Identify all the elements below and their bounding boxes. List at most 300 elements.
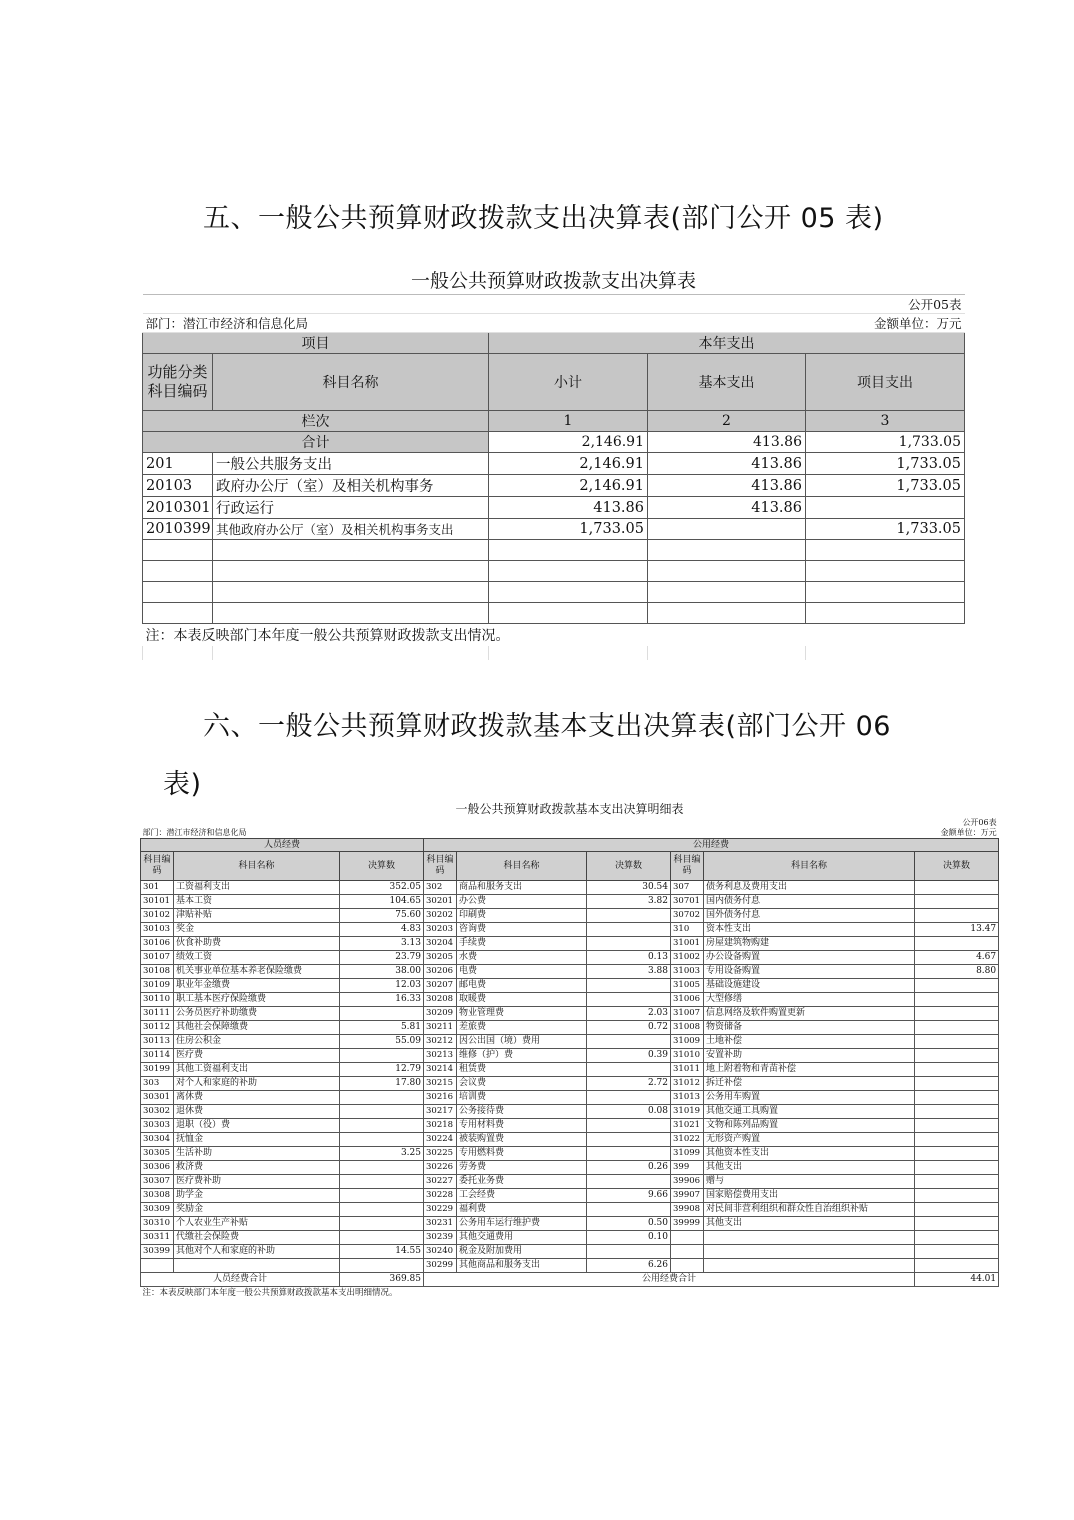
- table-row: [141, 993, 999, 1007]
- row-subtotal: 2,146.91: [489, 475, 648, 497]
- cell-amount: 0.39: [587, 1049, 671, 1063]
- cell-amount: [340, 1119, 424, 1133]
- header-amount: 决算数: [915, 852, 999, 881]
- cell-name: 津贴补贴: [174, 909, 340, 923]
- cell-name: 因公出国（境）费用: [457, 1035, 587, 1049]
- table-06-note: 注：本表反映部门本年度一般公共预算财政拨款基本支出明细情况。: [142, 1288, 398, 1298]
- table-06: [140, 800, 1000, 1300]
- cell-amount: 55.09: [340, 1035, 424, 1049]
- table-05-total-basic: 413.86: [648, 432, 806, 453]
- cell-name: 基础设施建设: [704, 979, 915, 993]
- cell-name: 机关事业单位基本养老保险缴费: [174, 965, 340, 979]
- cell-amount: 0.26: [587, 1161, 671, 1175]
- table-06-body: [141, 881, 999, 1273]
- cell-name: 公务员医疗补助缴费: [174, 1007, 340, 1021]
- table-row: [141, 1161, 999, 1175]
- cell-code: 30211: [424, 1021, 457, 1035]
- cell-code: 30299: [424, 1259, 457, 1273]
- row-project: 1,733.05: [806, 453, 965, 475]
- cell-code: 31099: [671, 1147, 704, 1161]
- header-amount: 决算数: [340, 852, 424, 881]
- table-row-empty: [143, 540, 965, 561]
- cell-amount: [587, 909, 671, 923]
- cell-code: 30302: [141, 1105, 174, 1119]
- table-row: [141, 1049, 999, 1063]
- personnel-total-label: 人员经费合计: [141, 1273, 340, 1287]
- cell-amount: 3.82: [587, 895, 671, 909]
- cell-code: 31008: [671, 1021, 704, 1035]
- table-row: [141, 965, 999, 979]
- cell-amount: [915, 993, 999, 1007]
- cell-name: 退职（役）费: [174, 1119, 340, 1133]
- public-total-value: 44.01: [915, 1273, 999, 1287]
- cell-name: 劳务费: [457, 1161, 587, 1175]
- header-code: 科目编码: [671, 852, 704, 881]
- cell-amount: [915, 1217, 999, 1231]
- row-code: 201: [143, 453, 213, 475]
- cell-name: [704, 1231, 915, 1245]
- cell-code: 39999: [671, 1217, 704, 1231]
- cell-amount: [915, 1231, 999, 1245]
- header-code: 科目编码: [424, 852, 457, 881]
- cell-name: [704, 1259, 915, 1273]
- cell-code: 30202: [424, 909, 457, 923]
- cell-code: 399: [671, 1161, 704, 1175]
- cell-name: 印刷费: [457, 909, 587, 923]
- public-total-label: 公用经费合计: [424, 1273, 915, 1287]
- cell-code: 30213: [424, 1049, 457, 1063]
- cell-name: 租赁费: [457, 1063, 587, 1077]
- cell-amount: [340, 1105, 424, 1119]
- cell-name: 医疗费补助: [174, 1175, 340, 1189]
- cell-amount: [915, 881, 999, 895]
- table-row: [141, 979, 999, 993]
- header-name: 科目名称: [457, 852, 587, 881]
- table-row: [141, 1203, 999, 1217]
- row-subtotal: 413.86: [489, 497, 648, 519]
- cell-name: 邮电费: [457, 979, 587, 993]
- table-row: [141, 1231, 999, 1245]
- table-05-lanci-2: 2: [648, 411, 806, 432]
- cell-name: 会议费: [457, 1077, 587, 1091]
- cell-amount: 4.83: [340, 923, 424, 937]
- table-row: [143, 497, 965, 519]
- cell-name: 差旅费: [457, 1021, 587, 1035]
- table-row: [141, 1077, 999, 1091]
- cell-code: 30311: [141, 1231, 174, 1245]
- table-row: [141, 951, 999, 965]
- row-name: 政府办公厅（室）及相关机构事务: [213, 475, 489, 497]
- cell-name: 国外债务付息: [704, 909, 915, 923]
- cell-code: 30231: [424, 1217, 457, 1231]
- cell-amount: [915, 1007, 999, 1021]
- row-name: 一般公共服务支出: [213, 453, 489, 475]
- table-05-total-project: 1,733.05: [806, 432, 965, 453]
- cell-amount: [915, 1035, 999, 1049]
- cell-code: 307: [671, 881, 704, 895]
- cell-code: 30206: [424, 965, 457, 979]
- cell-amount: 0.72: [587, 1021, 671, 1035]
- row-code: 2010399: [143, 519, 213, 540]
- cell-name: 电费: [457, 965, 587, 979]
- cell-amount: [915, 1063, 999, 1077]
- cell-amount: 352.05: [340, 881, 424, 895]
- row-code: 2010301: [143, 497, 213, 519]
- cell-amount: 0.08: [587, 1105, 671, 1119]
- header-name: 科目名称: [174, 852, 340, 881]
- row-subtotal: 1,733.05: [489, 519, 648, 540]
- table-row: [141, 937, 999, 951]
- row-project: [806, 497, 965, 519]
- table-row: [141, 909, 999, 923]
- cell-amount: 2.03: [587, 1007, 671, 1021]
- cell-name: 其他支出: [704, 1217, 915, 1231]
- cell-amount: [587, 993, 671, 1007]
- cell-amount: [587, 923, 671, 937]
- cell-code: 31009: [671, 1035, 704, 1049]
- cell-code: [671, 1245, 704, 1259]
- cell-amount: [587, 1245, 671, 1259]
- table-05-col-code: 功能分类科目编码: [143, 354, 213, 411]
- cell-name: 其他交通费用: [457, 1231, 587, 1245]
- table-row: [141, 1133, 999, 1147]
- cell-name: 办公设备购置: [704, 951, 915, 965]
- table-row: [143, 475, 965, 497]
- cell-amount: [915, 1049, 999, 1063]
- cell-amount: [340, 1231, 424, 1245]
- cell-name: 大型修缮: [704, 993, 915, 1007]
- cell-code: 30107: [141, 951, 174, 965]
- table-05-col-basic: 基本支出: [648, 354, 806, 411]
- cell-amount: [915, 1245, 999, 1259]
- cell-name: 安置补助: [704, 1049, 915, 1063]
- cell-amount: [340, 1091, 424, 1105]
- cell-code: 30201: [424, 895, 457, 909]
- cell-code: 30226: [424, 1161, 457, 1175]
- row-basic: 413.86: [648, 497, 806, 519]
- cell-amount: [915, 1147, 999, 1161]
- cell-amount: [915, 1259, 999, 1273]
- table-row: [141, 1217, 999, 1231]
- cell-amount: [915, 1161, 999, 1175]
- cell-code: 302: [424, 881, 457, 895]
- cell-code: 31022: [671, 1133, 704, 1147]
- cell-code: 30106: [141, 937, 174, 951]
- cell-amount: 38.00: [340, 965, 424, 979]
- table-06-group-personnel: 人员经费: [141, 839, 424, 852]
- table-row: [141, 1063, 999, 1077]
- cell-amount: 14.55: [340, 1245, 424, 1259]
- table-05-total-subtotal: 2,146.91: [489, 432, 648, 453]
- cell-name: 基本工资: [174, 895, 340, 909]
- cell-name: 职工基本医疗保险缴费: [174, 993, 340, 1007]
- cell-code: 30701: [671, 895, 704, 909]
- cell-name: 生活补助: [174, 1147, 340, 1161]
- cell-code: 30217: [424, 1105, 457, 1119]
- cell-name: 物资储备: [704, 1021, 915, 1035]
- cell-code: 39906: [671, 1175, 704, 1189]
- header-amount: 决算数: [587, 852, 671, 881]
- section-six-heading: 六、一般公共预算财政拨款基本支出决算表(部门公开 06: [203, 711, 891, 742]
- cell-amount: [340, 1133, 424, 1147]
- table-row: [141, 1189, 999, 1203]
- cell-code: 30199: [141, 1063, 174, 1077]
- cell-code: 31002: [671, 951, 704, 965]
- cell-code: 30218: [424, 1119, 457, 1133]
- cell-amount: 17.80: [340, 1077, 424, 1091]
- table-05-unit: 金额单位：万元: [806, 314, 965, 333]
- table-05-lanci-label: 栏次: [143, 411, 489, 432]
- cell-amount: 9.66: [587, 1189, 671, 1203]
- cell-code: 30101: [141, 895, 174, 909]
- cell-name: 公务接待费: [457, 1105, 587, 1119]
- cell-amount: [340, 1161, 424, 1175]
- cell-name: 救济费: [174, 1161, 340, 1175]
- cell-name: 抚恤金: [174, 1133, 340, 1147]
- row-name: 行政运行: [213, 497, 489, 519]
- cell-amount: 8.80: [915, 965, 999, 979]
- cell-name: 绩效工资: [174, 951, 340, 965]
- table-row: [141, 1147, 999, 1161]
- cell-name: 公务用车运行维护费: [457, 1217, 587, 1231]
- cell-name: 手续费: [457, 937, 587, 951]
- row-project: 1,733.05: [806, 475, 965, 497]
- table-06-unit: 金额单位：万元: [940, 828, 997, 837]
- table-05-col-subtotal: 小计: [489, 354, 648, 411]
- cell-code: 30112: [141, 1021, 174, 1035]
- cell-code: 30205: [424, 951, 457, 965]
- cell-code: 30240: [424, 1245, 457, 1259]
- cell-code: 30702: [671, 909, 704, 923]
- cell-name: 赠与: [704, 1175, 915, 1189]
- cell-code: 31011: [671, 1063, 704, 1077]
- row-code: 20103: [143, 475, 213, 497]
- cell-name: 专用材料费: [457, 1119, 587, 1133]
- cell-amount: 0.13: [587, 951, 671, 965]
- cell-code: 31019: [671, 1105, 704, 1119]
- table-05-group-item: 项目: [143, 333, 489, 354]
- cell-name: 其他商品和服务支出: [457, 1259, 587, 1273]
- cell-amount: [915, 1091, 999, 1105]
- cell-code: 30229: [424, 1203, 457, 1217]
- cell-code: 31021: [671, 1119, 704, 1133]
- cell-name: 福利费: [457, 1203, 587, 1217]
- row-basic: [648, 519, 806, 540]
- cell-name: 地上附着物和青苗补偿: [704, 1063, 915, 1077]
- cell-code: 30207: [424, 979, 457, 993]
- cell-amount: [915, 1021, 999, 1035]
- cell-code: 30113: [141, 1035, 174, 1049]
- table-row: [143, 453, 965, 475]
- table-05-col-project: 项目支出: [806, 354, 965, 411]
- row-project: 1,733.05: [806, 519, 965, 540]
- cell-code: 30306: [141, 1161, 174, 1175]
- cell-code: 30307: [141, 1175, 174, 1189]
- cell-name: 代缴社会保险费: [174, 1231, 340, 1245]
- cell-code: 303: [141, 1077, 174, 1091]
- table-row-empty: [143, 561, 965, 582]
- cell-amount: [915, 1175, 999, 1189]
- cell-name: 其他资本性支出: [704, 1147, 915, 1161]
- cell-name: 土地补偿: [704, 1035, 915, 1049]
- table-05-title: 一般公共预算财政拨款支出决算表: [143, 264, 965, 295]
- cell-amount: [587, 1175, 671, 1189]
- row-basic: 413.86: [648, 453, 806, 475]
- cell-name: 住房公积金: [174, 1035, 340, 1049]
- table-row: [141, 1035, 999, 1049]
- cell-amount: [340, 1189, 424, 1203]
- cell-amount: [915, 1119, 999, 1133]
- cell-code: [671, 1231, 704, 1245]
- section-six-heading-continued: 表): [163, 769, 202, 800]
- cell-amount: 104.65: [340, 895, 424, 909]
- cell-name: 商品和服务支出: [457, 881, 587, 895]
- header-code: 科目编码: [141, 852, 174, 881]
- cell-name: 水费: [457, 951, 587, 965]
- cell-amount: [587, 1063, 671, 1077]
- cell-code: 31005: [671, 979, 704, 993]
- cell-name: 国内债务付息: [704, 895, 915, 909]
- table-row: [141, 895, 999, 909]
- cell-code: 31012: [671, 1077, 704, 1091]
- table-row: [141, 1245, 999, 1259]
- cell-name: 职业年金缴费: [174, 979, 340, 993]
- personnel-total-value: 369.85: [340, 1273, 424, 1287]
- cell-name: 对民间非营利组织和群众性自治组织补贴: [704, 1203, 915, 1217]
- cell-amount: [915, 1203, 999, 1217]
- cell-code: 30239: [424, 1231, 457, 1245]
- cell-name: 专用燃料费: [457, 1147, 587, 1161]
- cell-amount: [915, 937, 999, 951]
- cell-code: 30227: [424, 1175, 457, 1189]
- cell-name: [704, 1245, 915, 1259]
- cell-code: 30225: [424, 1147, 457, 1161]
- row-subtotal: 2,146.91: [489, 453, 648, 475]
- cell-code: 30301: [141, 1091, 174, 1105]
- cell-name: 委托业务费: [457, 1175, 587, 1189]
- cell-amount: 13.47: [915, 923, 999, 937]
- table-row: [141, 1007, 999, 1021]
- table-row: [141, 881, 999, 895]
- table-06-form-no: 公开06表: [962, 818, 997, 827]
- cell-name: 对个人和家庭的补助: [174, 1077, 340, 1091]
- cell-amount: 3.25: [340, 1147, 424, 1161]
- cell-name: 无形资产购置: [704, 1133, 915, 1147]
- cell-name: 离休费: [174, 1091, 340, 1105]
- table-row-empty: [143, 582, 965, 603]
- cell-code: 30114: [141, 1049, 174, 1063]
- table-05-total-label: 合计: [143, 432, 489, 453]
- cell-name: 文物和陈列品购置: [704, 1119, 915, 1133]
- cell-name: 咨询费: [457, 923, 587, 937]
- cell-name: 工会经费: [457, 1189, 587, 1203]
- cell-amount: [340, 1007, 424, 1021]
- cell-amount: 30.54: [587, 881, 671, 895]
- cell-code: 39907: [671, 1189, 704, 1203]
- cell-amount: [915, 1189, 999, 1203]
- cell-name: 税金及附加费用: [457, 1245, 587, 1259]
- cell-code: 30204: [424, 937, 457, 951]
- table-05-group-year: 本年支出: [489, 333, 965, 354]
- cell-code: 30209: [424, 1007, 457, 1021]
- table-row: [141, 1105, 999, 1119]
- cell-amount: 75.60: [340, 909, 424, 923]
- cell-amount: [587, 937, 671, 951]
- cell-code: 30228: [424, 1189, 457, 1203]
- cell-amount: [340, 1217, 424, 1231]
- row-name: 其他政府办公厅（室）及相关机构事务支出: [213, 519, 489, 540]
- section-five-heading: 五、一般公共预算财政拨款支出决算表(部门公开 05 表): [203, 203, 884, 234]
- cell-name: 被装购置费: [457, 1133, 587, 1147]
- cell-amount: [915, 1133, 999, 1147]
- cell-code: 30203: [424, 923, 457, 937]
- table-05-note: 注：本表反映部门本年度一般公共预算财政拨款支出情况。: [145, 628, 510, 644]
- cell-name: 其他支出: [704, 1161, 915, 1175]
- cell-amount: [340, 1203, 424, 1217]
- cell-code: 31006: [671, 993, 704, 1007]
- cell-name: 退休费: [174, 1105, 340, 1119]
- cell-code: 31001: [671, 937, 704, 951]
- cell-name: 信息网络及软件购置更新: [704, 1007, 915, 1021]
- cell-code: 30208: [424, 993, 457, 1007]
- cell-code: 310: [671, 923, 704, 937]
- cell-name: 资本性支出: [704, 923, 915, 937]
- cell-code: 30216: [424, 1091, 457, 1105]
- cell-name: 房屋建筑物购建: [704, 937, 915, 951]
- cell-name: 取暖费: [457, 993, 587, 1007]
- cell-code: 31003: [671, 965, 704, 979]
- cell-amount: 5.81: [340, 1021, 424, 1035]
- cell-name: 物业管理费: [457, 1007, 587, 1021]
- cell-code: 31013: [671, 1091, 704, 1105]
- cell-name: 奖励金: [174, 1203, 340, 1217]
- cell-amount: [915, 909, 999, 923]
- cell-code: 30304: [141, 1133, 174, 1147]
- cell-amount: 4.67: [915, 951, 999, 965]
- cell-amount: [587, 1119, 671, 1133]
- table-05-department: 部门：潜江市经济和信息化局: [143, 314, 489, 333]
- cell-amount: [587, 979, 671, 993]
- cell-name: 公务用车购置: [704, 1091, 915, 1105]
- cell-amount: 3.13: [340, 937, 424, 951]
- cell-name: 个人农业生产补贴: [174, 1217, 340, 1231]
- cell-code: 30111: [141, 1007, 174, 1021]
- cell-amount: 6.26: [587, 1259, 671, 1273]
- cell-name: 拆迁补偿: [704, 1077, 915, 1091]
- table-row: [141, 1259, 999, 1273]
- cell-name: 伙食补助费: [174, 937, 340, 951]
- cell-amount: [915, 895, 999, 909]
- row-basic: 413.86: [648, 475, 806, 497]
- cell-amount: 12.79: [340, 1063, 424, 1077]
- header-name: 科目名称: [704, 852, 915, 881]
- cell-amount: 3.88: [587, 965, 671, 979]
- cell-code: 30224: [424, 1133, 457, 1147]
- cell-name: 其他社会保障缴费: [174, 1021, 340, 1035]
- cell-name: 维修（护）费: [457, 1049, 587, 1063]
- cell-amount: [340, 1175, 424, 1189]
- table-row-empty: [143, 603, 965, 624]
- table-06-department: 部门：潜江市经济和信息化局: [142, 828, 247, 837]
- table-row: [141, 1021, 999, 1035]
- cell-name: 其他工资福利支出: [174, 1063, 340, 1077]
- table-06-group-public: 公用经费: [424, 839, 999, 852]
- table-05-form-no: 公开05表: [806, 295, 965, 314]
- cell-amount: [587, 1147, 671, 1161]
- cell-code: 30212: [424, 1035, 457, 1049]
- cell-amount: [587, 1035, 671, 1049]
- table-06-title: 一般公共预算财政拨款基本支出决算明细表: [455, 801, 684, 816]
